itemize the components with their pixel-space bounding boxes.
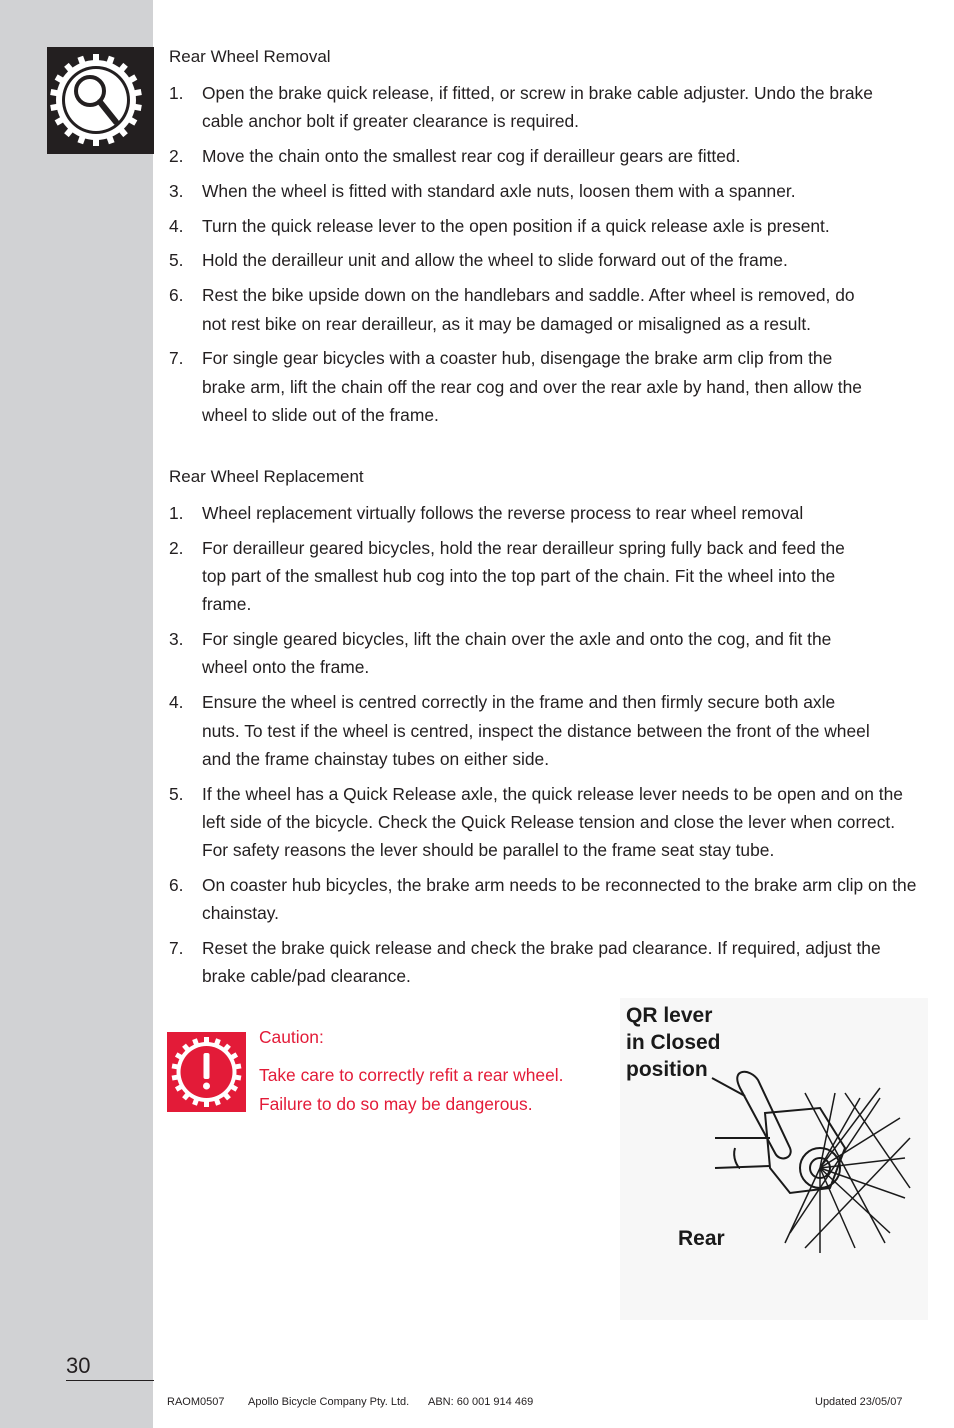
step-number: 3. bbox=[169, 180, 184, 201]
step-text: If the wheel has a Quick Release axle, the quick release lever needs to be open and on the left side of the bicycle. Check the Quick Release tension and close the lever when correct. For safety reasons the lever should be parallel to the frame seat stay tube. bbox=[202, 783, 903, 861]
step-text: For single geared bicycles, lift the chain over the axle and onto the cog, and fit the wheel onto the frame. bbox=[202, 629, 832, 678]
removal-step bbox=[169, 177, 902, 205]
figure-label-line: QR lever bbox=[626, 1004, 713, 1027]
removal-step bbox=[169, 246, 902, 274]
step-number: 1. bbox=[169, 503, 184, 523]
removal-step bbox=[169, 142, 902, 170]
footer-abn: ABN: 60 001 914 469 bbox=[428, 1396, 534, 1408]
step-text: On coaster hub bicycles, the brake arm needs to be reconnected to the brake arm clip on the chainstay. bbox=[202, 875, 917, 924]
step-number: 3. bbox=[169, 629, 184, 650]
step-number: 2. bbox=[169, 537, 184, 558]
wheel-hub-drawing bbox=[620, 998, 928, 1320]
step-text: For single gear bicycles with a coaster hub, disengage the brake arm clip from the brake arm, lift the chain off the rear cog and over the rear axle by hand, then allow the wheel to slide out of the frame. bbox=[202, 348, 862, 425]
step-text: Hold the derailleur unit and allow the wheel to slide forward out of the frame. bbox=[202, 250, 788, 271]
figure-label-line: position bbox=[626, 1058, 708, 1081]
step-number: 4. bbox=[169, 215, 184, 236]
step-text: When the wheel is fitted with standard axle nuts, loosen them with a spanner. bbox=[202, 180, 796, 201]
qr-lever-illustration bbox=[620, 998, 928, 1320]
step-number: 6. bbox=[169, 875, 184, 896]
removal-step bbox=[169, 281, 902, 338]
step-text: For derailleur geared bicycles, hold the rear derailleur spring fully back and feed the top part of the smallest hub cog into the top part of the chain. Fit the wheel into the frame. bbox=[202, 537, 845, 615]
exclamation-gear-icon bbox=[167, 1032, 246, 1112]
step-text: Wheel replacement virtually follows the reverse process to rear wheel removal bbox=[202, 503, 804, 523]
footer-company: Apollo Bicycle Company Pty. Ltd. bbox=[248, 1396, 410, 1408]
magnifier-gear-icon bbox=[47, 47, 154, 154]
step-text: Rest the bike upside down on the handlebars and saddle. After wheel is removed, do not rest bike on rear derailleur, as it may be damaged or misaligned as a result. bbox=[202, 285, 855, 334]
replacement-step bbox=[169, 625, 920, 682]
removal-step bbox=[169, 212, 902, 240]
removal-step bbox=[169, 344, 902, 429]
step-text: Reset the brake quick release and check the brake pad clearance. If required, adjust the brake cable/pad clearance. bbox=[202, 938, 881, 987]
caution-title: Caution: bbox=[259, 1027, 324, 1047]
caution-line: Failure to do so may be dangerous. bbox=[259, 1093, 533, 1114]
replacement-step bbox=[169, 499, 920, 527]
removal-heading: Rear Wheel Removal bbox=[169, 47, 331, 66]
sidebar bbox=[0, 0, 153, 1428]
replacement-step bbox=[169, 780, 920, 865]
step-number: 6. bbox=[169, 285, 184, 306]
step-number: 7. bbox=[169, 348, 184, 369]
replacement-step bbox=[169, 871, 920, 928]
page-number: 30 bbox=[66, 1353, 91, 1378]
caution-line: Take care to correctly refit a rear wheel. bbox=[259, 1065, 564, 1085]
caution-text bbox=[259, 1061, 589, 1118]
removal-steps-list bbox=[169, 79, 902, 429]
footer-updated: Updated 23/05/07 bbox=[815, 1396, 903, 1408]
step-text: Ensure the wheel is centred correctly in the frame and then firmly secure both axle nuts. To test if the wheel is centred, inspect the distance between the front of the wheel and the frame chainstay tubes on either side. bbox=[202, 692, 870, 769]
step-number: 5. bbox=[169, 250, 184, 271]
step-number: 7. bbox=[169, 938, 184, 959]
removal-step bbox=[169, 79, 902, 136]
page-number-rule bbox=[66, 1380, 154, 1381]
step-number: 5. bbox=[169, 783, 184, 804]
replacement-steps-list bbox=[169, 499, 920, 991]
step-text: Turn the quick release lever to the open position if a quick release axle is present. bbox=[202, 215, 830, 236]
step-text: Open the brake quick release, if fitted, or screw in brake cable adjuster. Undo the brake cable anchor bolt if greater clearance is required. bbox=[202, 83, 873, 132]
replacement-heading: Rear Wheel Replacement bbox=[169, 467, 364, 486]
step-text: Move the chain onto the smallest rear cog if derailleur gears are fitted. bbox=[202, 146, 741, 167]
replacement-step bbox=[169, 688, 920, 773]
step-number: 4. bbox=[169, 692, 184, 713]
footer-code: RAOM0507 bbox=[167, 1396, 225, 1408]
figure-label-line: in Closed bbox=[626, 1031, 721, 1054]
step-number: 1. bbox=[169, 83, 184, 103]
replacement-step bbox=[169, 934, 920, 991]
replacement-step bbox=[169, 534, 920, 619]
figure-label-rear: Rear bbox=[678, 1227, 725, 1250]
step-number: 2. bbox=[169, 146, 184, 167]
